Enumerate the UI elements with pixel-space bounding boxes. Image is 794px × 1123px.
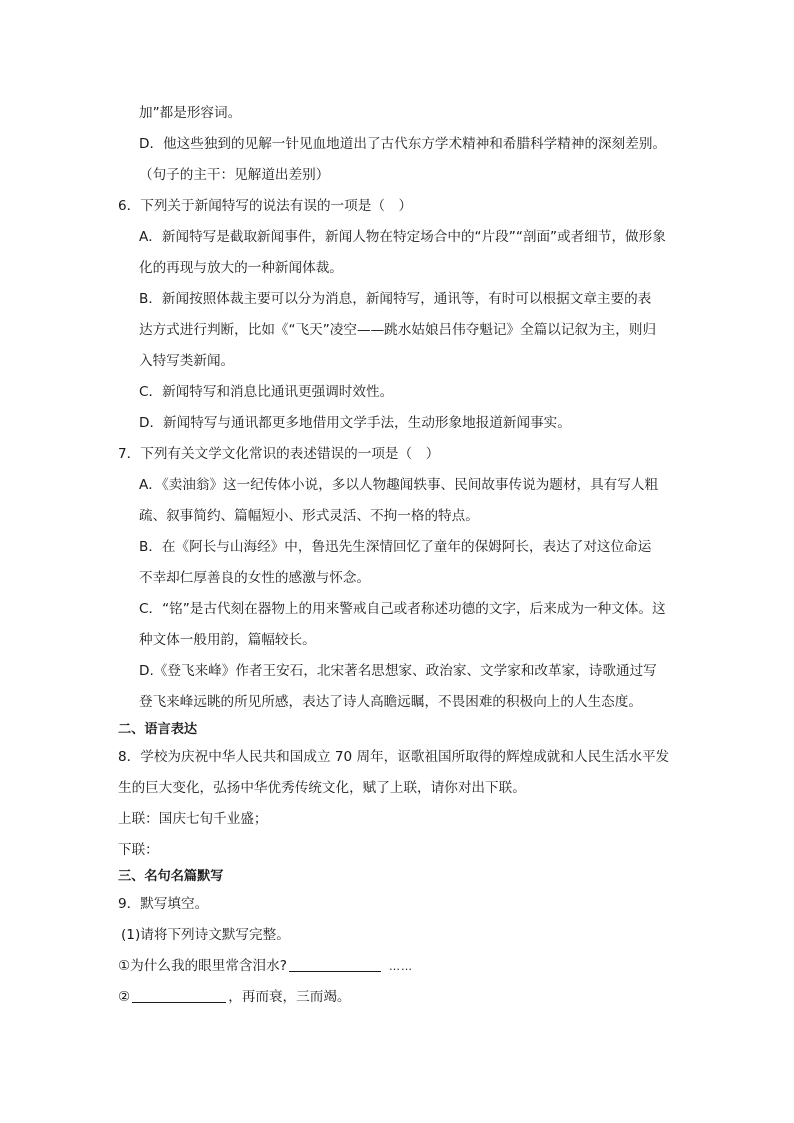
q7-option-d-line2: 登飞来峰远眺的所见所感，表达了诗人高瞻远瞩，不畏困难的积极向上的人生态度。 bbox=[139, 694, 642, 710]
q9-item-1-text: ①为什么我的眼里常含泪水? bbox=[118, 958, 287, 974]
q7-option-c-line2: 种文体一般用韵，篇幅较长。 bbox=[139, 632, 316, 648]
q8-line1: 8．学校为庆祝中华人民共和国成立 70 周年，讴歌祖国所取得的辉煌成就和人民生活水平发 bbox=[118, 749, 670, 765]
q7-option-a-line2: 疏、叙事简约、篇幅短小、形式灵活、不拘一格的特点。 bbox=[139, 508, 479, 524]
q8-line2: 生的巨大变化，弘扬中华优秀传统文化，赋了上联，请你对出下联。 bbox=[118, 780, 526, 796]
section-2-heading: 二、语言表达 bbox=[118, 722, 198, 737]
q6-option-d: D．新闻特写与通讯都更多地借用文学手法，生动形象地报道新闻事实。 bbox=[139, 415, 571, 431]
q6-option-a-line2: 化的再现与放大的一种新闻体裁。 bbox=[139, 260, 343, 276]
q9-item-2 bbox=[118, 988, 351, 1006]
q9-item-2-number: ② bbox=[118, 989, 131, 1005]
answer-blank-1[interactable] bbox=[289, 957, 381, 972]
q7-stem: 7．下列有关文学文化常识的表述错误的一项是（ ） bbox=[118, 446, 440, 462]
q9-item-1-ellipsis: …… bbox=[388, 960, 413, 973]
q6-stem: 6．下列关于新闻特写的说法有误的一项是（ ） bbox=[118, 198, 413, 214]
q5-option-d: D．他这些独到的见解一针见血地道出了古代东方学术精神和希腊科学精神的深刻差别。 bbox=[139, 136, 667, 152]
q6-option-b-line1: B．新闻按照体裁主要可以分为消息，新闻特写，通讯等，有时可以根据文章主要的表 bbox=[139, 291, 652, 307]
q6-option-c: C．新闻特写和消息比通讯更强调时效性。 bbox=[139, 384, 394, 400]
q9-stem: 9．默写填空。 bbox=[118, 896, 209, 912]
q7-option-d-line1: D.《登飞来峰》作者王安石，北宋著名思想家、政治家、文学家和改革家，诗歌通过写 bbox=[139, 663, 657, 679]
q7-option-b-line2: 不幸却仁厚善良的女性的感激与怀念。 bbox=[139, 570, 371, 586]
q6-option-a-line1: A．新闻特写是截取新闻事件，新闻人物在特定场合中的“片段”“剖面”或者细节，做形象 bbox=[139, 229, 666, 245]
q7-option-a-line1: A．《卖油翁》这一纪传体小说，多以人物趣闻轶事、民间故事传说为题材，具有写人粗 bbox=[139, 477, 659, 493]
lower-couplet-prompt: 下联： bbox=[118, 842, 159, 858]
q6-option-b-line2: 达方式进行判断，比如《“飞天”凌空——跳水姑娘吕伟夺魁记》全篇以记叙为主，则归 bbox=[139, 322, 657, 338]
answer-blank-2[interactable] bbox=[132, 988, 226, 1003]
section-3-heading: 三、名句名篇默写 bbox=[118, 869, 224, 884]
q5-option-d-note: （句子的主干：见解道出差别） bbox=[139, 167, 330, 183]
q7-option-c-line1: C．“铭”是古代刻在器物上的用来警戒自己或者称述功德的文字，后来成为一种文体。这 bbox=[139, 601, 666, 617]
q7-option-b-line1: B．在《阿长与山海经》中，鲁迅先生深情回忆了童年的保姆阿长，表达了对这位命运 bbox=[139, 539, 652, 555]
q9-item-2-text: ，再而衰，三而竭。 bbox=[228, 989, 351, 1005]
upper-couplet: 上联：国庆七旬千业盛； bbox=[118, 811, 268, 827]
q9-sub-1: (1)请将下列诗文默写完整。 bbox=[121, 927, 290, 943]
q5-option-c-continuation: 加”都是形容词。 bbox=[139, 105, 242, 121]
q9-item-1 bbox=[118, 957, 413, 976]
q6-option-b-line3: 入特写类新闻。 bbox=[139, 353, 235, 369]
